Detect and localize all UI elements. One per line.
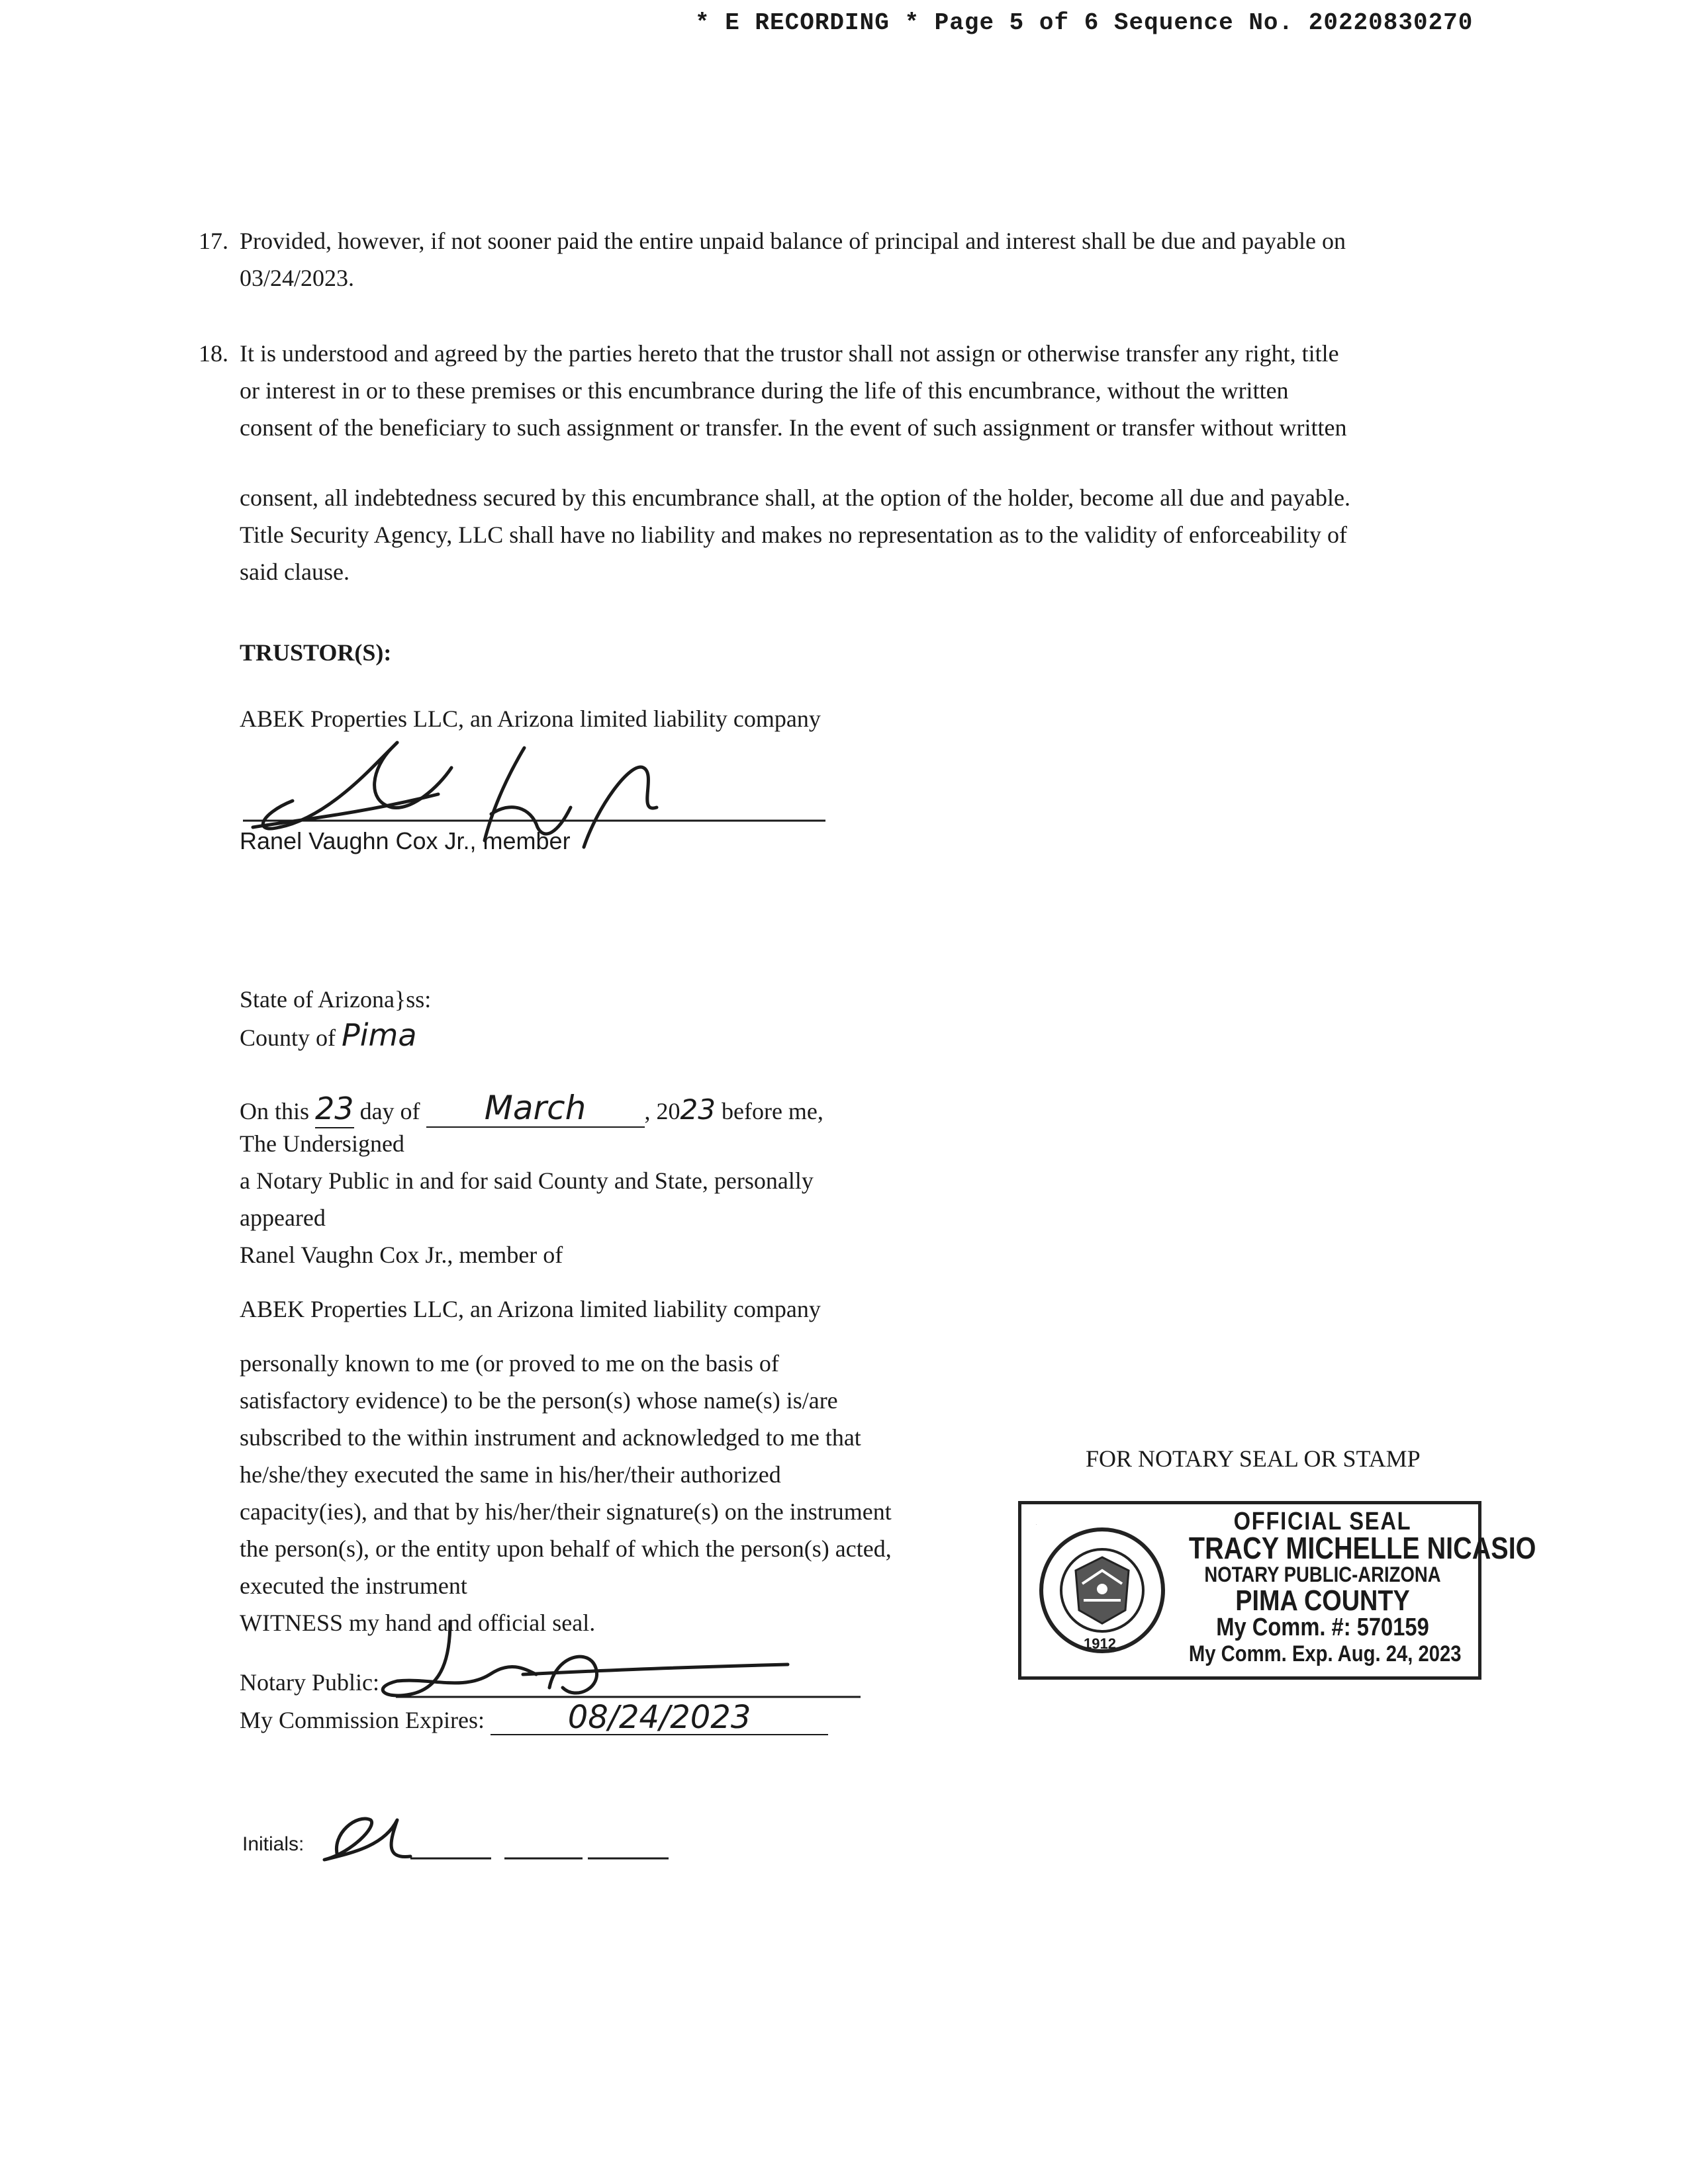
clause-17	[199, 222, 1489, 296]
ack-body-line: subscribed to the within instrument and acknowledged to me that	[240, 1424, 861, 1451]
ack-body-line: satisfactory evidence) to be the person(s) whose name(s) is/are	[240, 1387, 838, 1414]
acknowledgment-company: ABEK Properties LLC, an Arizona limited liability company	[240, 1296, 821, 1322]
acknowledgment-lines	[240, 1125, 814, 1273]
emblem-year: 1912	[1084, 1635, 1116, 1652]
ack-line: a Notary Public in and for said County and State, personally	[240, 1167, 814, 1194]
ack-line: Ranel Vaughn Cox Jr., member of	[240, 1242, 563, 1268]
commission-handwritten: 08/24/2023	[491, 1701, 828, 1735]
clause-number: 18.	[199, 340, 228, 367]
day-of-label: day of	[359, 1098, 420, 1124]
clause-line: 03/24/2023.	[240, 265, 355, 291]
on-this-line	[240, 1089, 823, 1130]
trustor-company: ABEK Properties LLC, an Arizona limited liability company	[240, 705, 821, 732]
clause-line: consent, all indebtedness secured by this encumbrance shall, at the option of the holder, become all due and payable.	[240, 484, 1351, 511]
clause-line: Title Security Agency, LLC shall have no liability and makes no representation as to the validity of enforceability of	[240, 522, 1347, 548]
day-handwritten: 23	[315, 1090, 354, 1128]
on-this-label: On this	[240, 1098, 310, 1124]
state-seal-text	[1036, 1524, 1168, 1657]
ack-body-line: executed the instrument	[240, 1572, 467, 1599]
clause-line: or interest in or to these premises or this encumbrance during the life of this encumbrance, without the written	[240, 377, 1289, 404]
seal-line-comm-number: My Comm. #: 570159	[1216, 1614, 1429, 1641]
year-prefix: , 20	[644, 1098, 680, 1124]
clause-18	[199, 335, 1489, 447]
trustor-signer-name: Ranel Vaughn Cox Jr., member	[240, 827, 571, 854]
clause-line: said clause.	[240, 559, 350, 585]
acknowledgment-body	[240, 1345, 892, 1641]
ack-line: The Undersigned	[240, 1130, 404, 1157]
county-handwritten: Pima	[342, 1017, 417, 1053]
commission-line	[240, 1701, 828, 1739]
ack-body-line: capacity(ies), and that by his/her/their signature(s) on the instrument	[240, 1498, 892, 1525]
seal-caption: FOR NOTARY SEAL OR STAMP	[1086, 1445, 1421, 1472]
trustors-heading: TRUSTOR(S):	[240, 639, 392, 666]
notary-seal	[1018, 1501, 1536, 1680]
initials-label: Initials:	[242, 1833, 305, 1855]
recording-header: * E RECORDING * Page 5 of 6 Sequence No. 20220830270	[695, 9, 1474, 36]
ack-body-line: the person(s), or the entity upon behalf of which the person(s) acted,	[240, 1535, 892, 1562]
clause-line: consent of the beneficiary to such assignment or transfer. In the event of such assignment or transfer without written	[240, 414, 1347, 441]
commission-label: My Commission Expires:	[240, 1707, 485, 1733]
before-me-label: before me,	[721, 1098, 823, 1124]
county-line	[240, 1017, 417, 1056]
initials-signature	[311, 1794, 682, 1866]
seal-line-notary: NOTARY PUBLIC-ARIZONA	[1204, 1563, 1441, 1586]
county-label: County of	[240, 1024, 336, 1051]
ack-body-line: WITNESS my hand and official seal.	[240, 1610, 596, 1636]
seal-line-county: PIMA COUNTY	[1235, 1584, 1410, 1617]
clause-line: Provided, however, if not sooner paid the entire unpaid balance of principal and interest shall be due and payable on	[240, 228, 1346, 254]
seal-line-comm-exp: My Comm. Exp. Aug. 24, 2023	[1188, 1641, 1462, 1666]
state-line: State of Arizona}ss:	[240, 986, 432, 1013]
year-handwritten: 23	[680, 1093, 716, 1126]
ack-body-line: he/she/they executed the same in his/her/their authorized	[240, 1461, 781, 1488]
ack-body-line: personally known to me (or proved to me on the basis of	[240, 1350, 779, 1377]
notary-public-label: Notary Public:	[240, 1669, 379, 1696]
clause-18-continuation	[240, 479, 1484, 590]
seal-line-official: OFFICIAL SEAL	[1233, 1508, 1412, 1535]
seal-line-name: TRACY MICHELLE NICASIO	[1188, 1531, 1536, 1565]
ack-line: appeared	[240, 1205, 326, 1231]
month-handwritten: March	[426, 1089, 645, 1128]
clause-line: It is understood and agreed by the parties hereto that the trustor shall not assign or otherwise transfer any right, title	[240, 340, 1339, 367]
emblem-text	[1036, 1524, 1037, 1525]
seal-text-block	[1188, 1508, 1536, 1667]
clause-number: 17.	[199, 228, 228, 254]
